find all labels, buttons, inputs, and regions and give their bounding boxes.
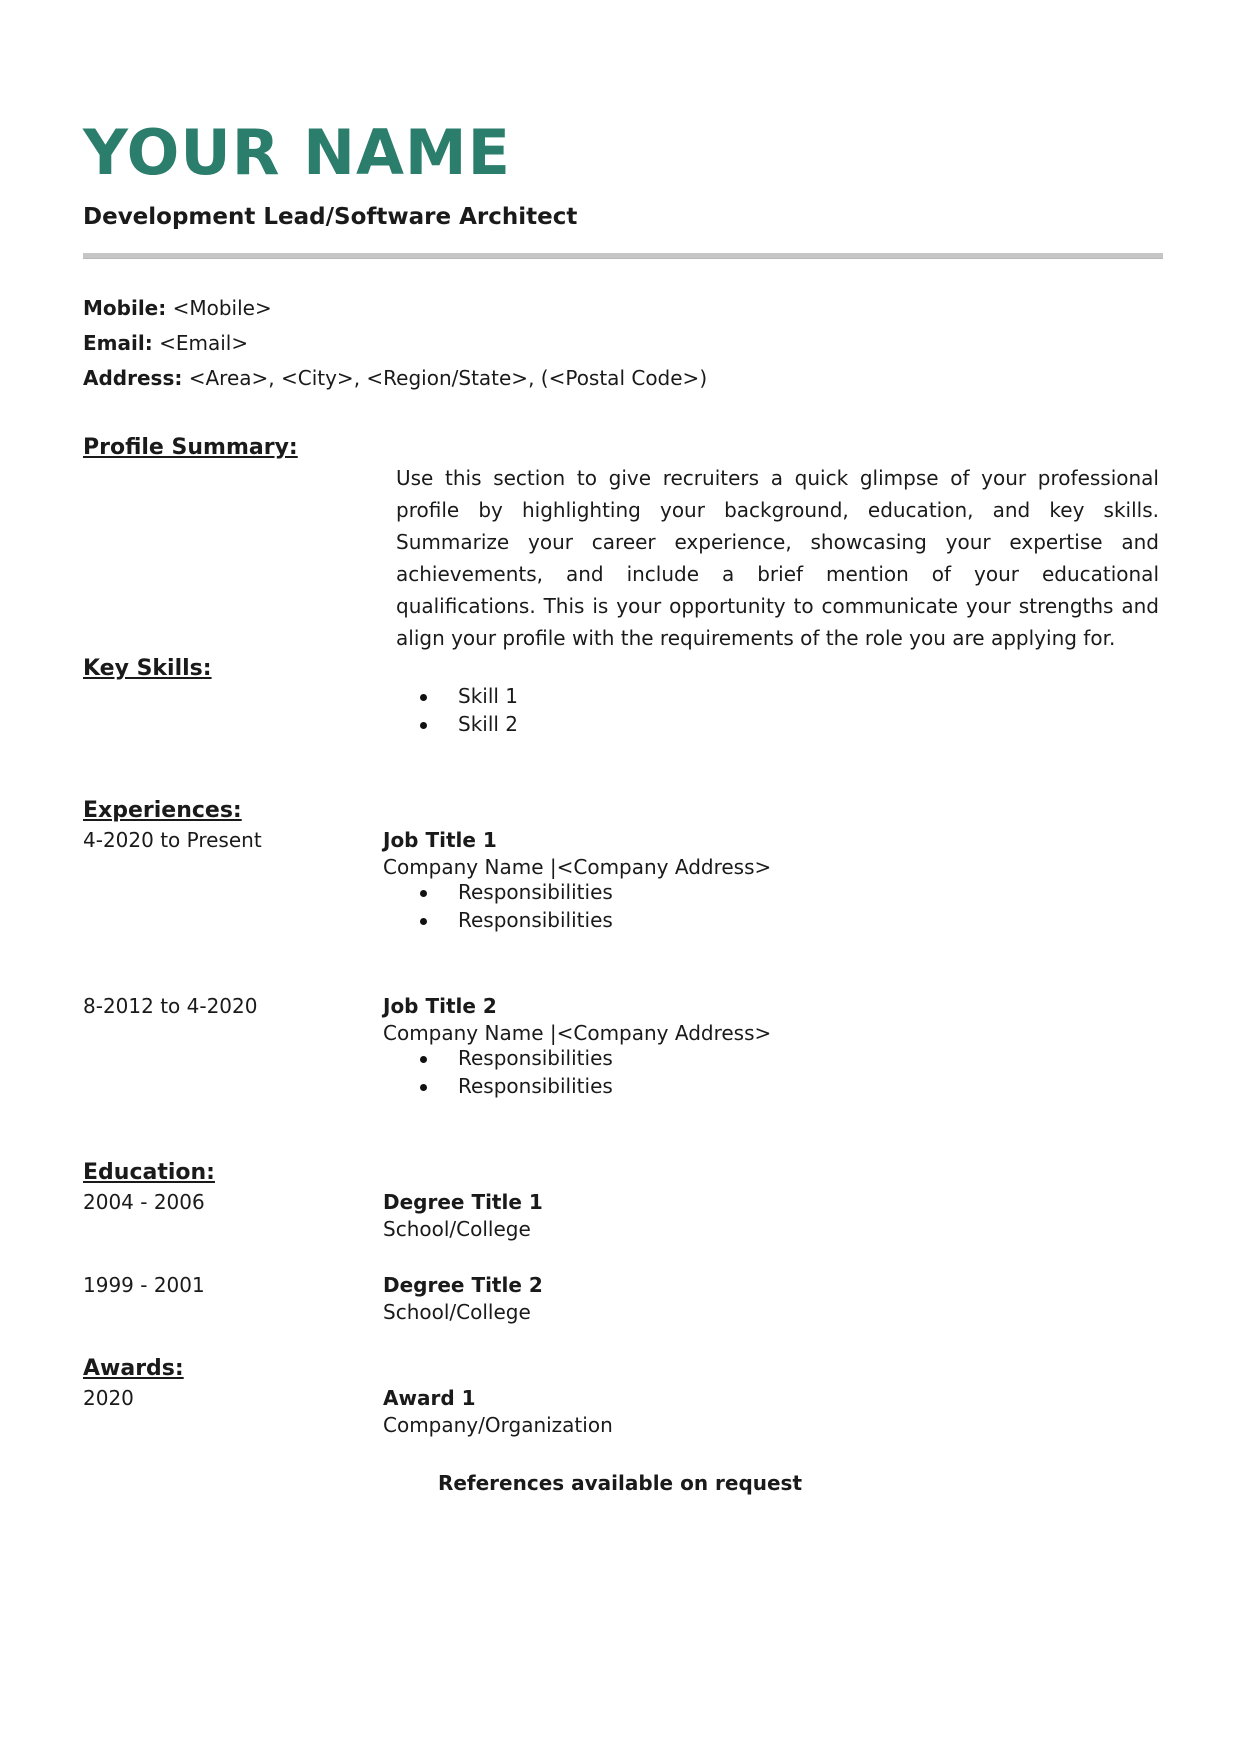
award-organization: Company/Organization [383,1413,613,1437]
responsibilities-list [420,878,613,934]
skills-list [420,682,518,738]
bullet-icon [420,918,427,925]
mobile-label: Mobile: [83,296,167,320]
responsibility-item: Responsibilities [420,878,613,906]
award-title: Award 1 [383,1386,476,1410]
experience-dates: 8-2012 to 4-2020 [83,994,258,1018]
contact-mobile [83,298,272,318]
company-line: Company Name |<Company Address> [383,1021,772,1045]
candidate-name: YOUR NAME [83,116,511,189]
job-title: Job Title 1 [383,828,497,852]
company-line: Company Name |<Company Address> [383,855,772,879]
degree-title: Degree Title 2 [383,1273,543,1297]
responsibility-item: Responsibilities [420,1044,613,1072]
key-skills-heading: Key Skills: [83,656,212,681]
profile-summary-text: Use this section to give recruiters a quick glimpse of your professional profile by highlighting your background, education, and key skills. Summarize your career experience, showcasing your expertise and achievements, and include a brief mention of your educational qualifications. This is your opportunity to communicate your strengths and align your profile with the requirements of the role you are applying for. [396,466,1159,650]
award-year: 2020 [83,1386,134,1410]
bullet-icon [420,1084,427,1091]
education-dates: 1999 - 2001 [83,1273,205,1297]
bullet-icon [420,694,427,701]
bullet-icon [420,1056,427,1063]
email-value: <Email> [159,331,249,355]
bullet-icon [420,722,427,729]
school-name: School/College [383,1217,531,1241]
education-dates: 2004 - 2006 [83,1190,205,1214]
awards-heading: Awards: [83,1356,184,1381]
mobile-value: <Mobile> [172,296,272,320]
contact-address [83,368,707,388]
skill-item: Skill 1 [420,682,518,710]
contact-email [83,333,248,353]
candidate-role: Development Lead/Software Architect [83,204,578,230]
experience-dates: 4-2020 to Present [83,828,262,852]
experiences-heading: Experiences: [83,798,242,823]
responsibility-item: Responsibilities [420,1072,613,1100]
school-name: School/College [383,1300,531,1324]
email-label: Email: [83,331,153,355]
references-note: References available on request [437,1471,803,1495]
header-divider [83,253,1163,259]
responsibility-item: Responsibilities [420,906,613,934]
degree-title: Degree Title 1 [383,1190,543,1214]
profile-summary-heading: Profile Summary: [83,435,298,460]
address-value: <Area>, <City>, <Region/State>, (<Postal Code>) [188,366,708,390]
bullet-icon [420,890,427,897]
responsibilities-list [420,1044,613,1100]
education-heading: Education: [83,1160,215,1185]
skill-item: Skill 2 [420,710,518,738]
job-title: Job Title 2 [383,994,497,1018]
address-label: Address: [83,366,183,390]
